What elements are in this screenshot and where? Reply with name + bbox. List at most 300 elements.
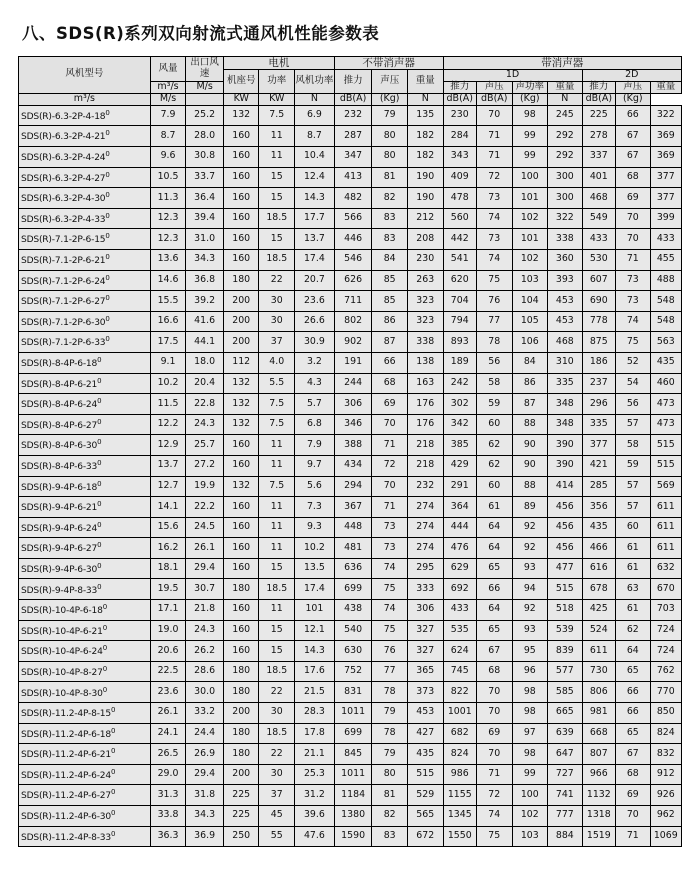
cell-w3: 377 [650,167,681,188]
table-body [19,105,682,846]
cell-thrust2: 230 [443,105,476,126]
cell-pw2: 100 [512,785,548,806]
cell-speed: 33.7 [186,167,224,188]
cell-flow: 9.6 [150,147,186,168]
cell-frame: 132 [223,476,259,497]
cell-sp1: 77 [372,661,408,682]
header-with-silencer-group: 带消声器 [443,57,681,70]
cell-thrust1: 306 [334,394,372,415]
cell-thrust3: 285 [582,476,615,497]
cell-pw2: 100 [512,167,548,188]
cell-sp3: 61 [616,538,651,559]
superscript-degree: 0 [97,500,102,509]
cell-sp1: 80 [372,147,408,168]
cell-power: 7.5 [259,105,295,126]
cell-thrust3: 678 [582,579,615,600]
cell-w1: 230 [407,249,443,270]
unit-power: KW [223,93,259,105]
cell-w1: 323 [407,311,443,332]
cell-flow: 33.8 [150,806,186,827]
cell-sp1: 70 [372,414,408,435]
cell-sp1: 87 [372,332,408,353]
cell-frame: 180 [223,579,259,600]
cell-thrust1: 699 [334,723,372,744]
superscript-degree: 0 [110,726,116,735]
cell-w1: 190 [407,188,443,209]
cell-model: $SDS(R)-10-4P-6-18^0$ [19,600,151,621]
cell-frame: 160 [223,455,259,476]
superscript-degree: 0 [105,129,110,138]
cell-sp1: 84 [372,249,408,270]
cell-w2: 777 [548,806,583,827]
cell-sp1: 74 [372,600,408,621]
cell-w1: 672 [407,826,443,847]
cell-w3: 724 [650,620,681,641]
cell-thrust2: 794 [443,311,476,332]
cell-flow: 17.1 [150,600,186,621]
cell-thrust2: 704 [443,291,476,312]
cell-sp3: 60 [616,517,651,538]
table-row [19,105,682,126]
superscript-degree: 0 [102,644,107,653]
cell-sp3: 57 [616,497,651,518]
table-header [19,57,682,106]
cell-w1: 218 [407,455,443,476]
cell-sp1: 75 [372,620,408,641]
cell-w3: 369 [650,147,681,168]
cell-w1: 453 [407,703,443,724]
superscript-degree: 0 [105,211,110,220]
cell-flow: 29.0 [150,764,186,785]
cell-flow: 15.6 [150,517,186,538]
table-row [19,661,682,682]
table-row [19,435,682,456]
cell-thrust1: 191 [334,352,372,373]
cell-pw2: 101 [512,188,548,209]
table-row [19,682,682,703]
cell-frame: 160 [223,208,259,229]
cell-model: $SDS(R)-7.1-2P-6-27^0$ [19,291,151,312]
cell-sp3: 74 [616,311,651,332]
cell-speed: 21.8 [186,600,224,621]
cell-thrust3: 530 [582,249,615,270]
cell-pw2: 98 [512,105,548,126]
cell-w3: 460 [650,373,681,394]
cell-thrust2: 284 [443,126,476,147]
cell-fanpower: 7.9 [295,435,335,456]
cell-sp3: 71 [616,826,651,847]
cell-model: $SDS(R)-7.1-2P-6-21^0$ [19,249,151,270]
cell-w1: 373 [407,682,443,703]
table-row [19,826,682,847]
cell-frame: 160 [223,147,259,168]
cell-thrust2: 624 [443,641,476,662]
cell-thrust1: 626 [334,270,372,291]
cell-thrust3: 807 [582,744,615,765]
cell-frame: 132 [223,414,259,435]
cell-thrust3: 1318 [582,806,615,827]
cell-w3: 515 [650,455,681,476]
cell-speed: 36.8 [186,270,224,291]
cell-thrust1: 752 [334,661,372,682]
cell-fanpower: 12.4 [295,167,335,188]
table-row [19,373,682,394]
cell-thrust2: 444 [443,517,476,538]
cell-w1: 232 [407,476,443,497]
cell-w2: 577 [548,661,583,682]
cell-model: $SDS(R)-9-4P-6-18^0$ [19,476,151,497]
cell-sp1: 66 [372,352,408,373]
cell-sp2: 74 [476,806,512,827]
cell-fanpower: 7.3 [295,497,335,518]
cell-frame: 160 [223,435,259,456]
unit-flow: m³/s [19,93,151,105]
cell-w1: 274 [407,538,443,559]
cell-thrust3: 377 [582,435,615,456]
cell-thrust1: 845 [334,744,372,765]
cell-model: $SDS(R)-6.3-2P-4-21^0$ [19,126,151,147]
cell-w2: 539 [548,620,583,641]
cell-thrust1: 413 [334,167,372,188]
cell-flow: 12.2 [150,414,186,435]
cell-sp3: 70 [616,229,651,250]
cell-thrust2: 364 [443,497,476,518]
cell-thrust1: 388 [334,435,372,456]
cell-sp3: 73 [616,291,651,312]
cell-thrust3: 468 [582,188,615,209]
cell-w2: 300 [548,188,583,209]
cell-sp2: 72 [476,785,512,806]
cell-w2: 310 [548,352,583,373]
cell-fanpower: 26.6 [295,311,335,332]
superscript-degree: 0 [110,829,116,838]
cell-w3: 455 [650,249,681,270]
cell-sp2: 64 [476,517,512,538]
cell-speed: 28.6 [186,661,224,682]
cell-w1: 135 [407,105,443,126]
cell-w2: 338 [548,229,583,250]
cell-power: 11 [259,126,295,147]
superscript-degree: 0 [105,150,110,159]
cell-w2: 390 [548,455,583,476]
cell-pw2: 106 [512,332,548,353]
cell-thrust2: 1001 [443,703,476,724]
cell-flow: 16.6 [150,311,186,332]
cell-frame: 160 [223,126,259,147]
cell-thrust3: 778 [582,311,615,332]
cell-speed: 28.0 [186,126,224,147]
header-weight-nosilencer: 重量 [407,70,443,94]
cell-flow: 10.5 [150,167,186,188]
superscript-degree: 0 [97,458,102,467]
cell-frame: 160 [223,497,259,518]
cell-pw2: 104 [512,291,548,312]
cell-thrust1: 540 [334,620,372,641]
cell-frame: 160 [223,538,259,559]
cell-sp1: 86 [372,311,408,332]
cell-flow: 10.2 [150,373,186,394]
cell-thrust3: 690 [582,291,615,312]
cell-pw2: 92 [512,538,548,559]
cell-pw2: 102 [512,208,548,229]
cell-sp2: 71 [476,147,512,168]
cell-w2: 456 [548,497,583,518]
cell-sp2: 58 [476,373,512,394]
cell-sp3: 71 [616,249,651,270]
superscript-degree: 0 [97,479,102,488]
cell-w1: 338 [407,332,443,353]
cell-model: $SDS(R)-8-4P-6-18^0$ [19,352,151,373]
cell-speed: 24.5 [186,517,224,538]
cell-power: 15 [259,558,295,579]
table-row [19,723,682,744]
cell-fanpower: 9.7 [295,455,335,476]
unit-sp-1d: dB(A) [443,93,476,105]
cell-power: 7.5 [259,414,295,435]
cell-model: $SDS(R)-8-4P-6-24^0$ [19,394,151,415]
header-flow-unit: m³/s [150,81,186,93]
cell-sp3: 67 [616,147,651,168]
unit-weight-1d: (Kg) [512,93,548,105]
cell-w3: 1069 [650,826,681,847]
cell-speed: 26.9 [186,744,224,765]
cell-w2: 292 [548,126,583,147]
cell-power: 45 [259,806,295,827]
cell-sp2: 72 [476,167,512,188]
header-row-1 [19,57,682,70]
cell-pw2: 101 [512,229,548,250]
cell-thrust2: 242 [443,373,476,394]
cell-w2: 456 [548,517,583,538]
cell-thrust3: 875 [582,332,615,353]
unit-sp-2d: dB(A) [582,93,615,105]
cell-fanpower: 23.6 [295,291,335,312]
cell-model: $SDS(R)-7.1-2P-6-33^0$ [19,332,151,353]
cell-sp3: 70 [616,806,651,827]
cell-speed: 26.1 [186,538,224,559]
cell-fanpower: 3.2 [295,352,335,373]
cell-thrust3: 549 [582,208,615,229]
cell-speed: 25.7 [186,435,224,456]
cell-thrust1: 347 [334,147,372,168]
cell-thrust2: 541 [443,249,476,270]
cell-model: $SDS(R)-8-4P-6-33^0$ [19,455,151,476]
header-flow: 风量 [150,57,186,82]
cell-w2: 456 [548,538,583,559]
cell-thrust3: 278 [582,126,615,147]
cell-w1: 295 [407,558,443,579]
cell-thrust1: 699 [334,579,372,600]
table-row [19,291,682,312]
superscript-degree: 0 [105,170,110,179]
cell-model: $SDS(R)-7.1-2P-6-24^0$ [19,270,151,291]
cell-flow: 11.5 [150,394,186,415]
cell-pw2: 95 [512,641,548,662]
cell-pw2: 102 [512,249,548,270]
cell-model: $SDS(R)-8-4P-6-30^0$ [19,435,151,456]
cell-w3: 515 [650,435,681,456]
superscript-degree: 0 [105,191,110,200]
cell-model: $SDS(R)-11.2-4P-6-24^0$ [19,764,151,785]
cell-model: $SDS(R)-11.2-4P-6-21^0$ [19,744,151,765]
cell-pw2: 84 [512,352,548,373]
cell-thrust2: 189 [443,352,476,373]
cell-w3: 724 [650,641,681,662]
cell-flow: 7.9 [150,105,186,126]
cell-sp3: 70 [616,208,651,229]
table-row [19,579,682,600]
cell-flow: 9.1 [150,352,186,373]
cell-fanpower: 21.1 [295,744,335,765]
cell-fanpower: 9.3 [295,517,335,538]
table-row [19,641,682,662]
cell-flow: 14.6 [150,270,186,291]
cell-w3: 377 [650,188,681,209]
cell-w2: 453 [548,291,583,312]
cell-w1: 333 [407,579,443,600]
cell-thrust2: 343 [443,147,476,168]
cell-thrust1: 1011 [334,703,372,724]
cell-sp1: 78 [372,682,408,703]
cell-thrust2: 986 [443,764,476,785]
cell-sp1: 73 [372,538,408,559]
cell-sp3: 52 [616,352,651,373]
cell-sp3: 68 [616,764,651,785]
table-row [19,414,682,435]
cell-sp2: 60 [476,476,512,497]
cell-thrust3: 337 [582,147,615,168]
cell-power: 4.0 [259,352,295,373]
cell-flow: 23.6 [150,682,186,703]
cell-sp3: 61 [616,558,651,579]
cell-w2: 884 [548,826,583,847]
cell-w1: 182 [407,126,443,147]
cell-power: 18.5 [259,208,295,229]
cell-thrust2: 824 [443,744,476,765]
cell-sp2: 68 [476,661,512,682]
cell-thrust3: 611 [582,641,615,662]
cell-frame: 160 [223,229,259,250]
cell-speed: 34.3 [186,249,224,270]
cell-speed: 27.2 [186,455,224,476]
cell-thrust1: 1184 [334,785,372,806]
cell-power: 15 [259,188,295,209]
cell-fanpower: 13.5 [295,558,335,579]
cell-power: 15 [259,620,295,641]
cell-flow: 20.6 [150,641,186,662]
cell-speed: 30.0 [186,682,224,703]
unit-speed: M/s [150,93,186,105]
cell-flow: 13.6 [150,249,186,270]
header-thrust-1d: 推力 [443,81,476,93]
superscript-degree: 0 [97,582,102,591]
cell-frame: 250 [223,826,259,847]
cell-thrust2: 822 [443,682,476,703]
superscript-degree: 0 [110,767,116,776]
header-sub-2d: 2D [582,70,681,82]
cell-model: $SDS(R)-6.3-2P-4-33^0$ [19,208,151,229]
cell-frame: 160 [223,558,259,579]
table-row [19,249,682,270]
cell-model: $SDS(R)-6.3-2P-4-27^0$ [19,167,151,188]
cell-thrust3: 668 [582,723,615,744]
cell-thrust3: 433 [582,229,615,250]
cell-pw2: 99 [512,147,548,168]
cell-sp2: 60 [476,414,512,435]
superscript-degree: 0 [102,685,107,694]
cell-frame: 200 [223,332,259,353]
cell-w3: 473 [650,414,681,435]
cell-sp1: 74 [372,558,408,579]
cell-speed: 22.8 [186,394,224,415]
unit-weight-2d: (Kg) [616,93,651,105]
cell-sp3: 69 [616,785,651,806]
cell-w2: 727 [548,764,583,785]
cell-thrust3: 401 [582,167,615,188]
cell-w3: 473 [650,394,681,415]
header-motor-group: 电机 [223,57,334,70]
cell-sp2: 70 [476,105,512,126]
cell-thrust2: 429 [443,455,476,476]
cell-frame: 180 [223,682,259,703]
cell-thrust1: 630 [334,641,372,662]
cell-frame: 180 [223,744,259,765]
superscript-degree: 0 [97,397,102,406]
table-row [19,764,682,785]
cell-fanpower: 20.7 [295,270,335,291]
cell-w2: 245 [548,105,583,126]
cell-thrust2: 560 [443,208,476,229]
cell-pw2: 93 [512,620,548,641]
cell-power: 11 [259,517,295,538]
cell-sp2: 59 [476,394,512,415]
cell-power: 18.5 [259,579,295,600]
table-row [19,744,682,765]
cell-sp2: 77 [476,311,512,332]
cell-fanpower: 25.3 [295,764,335,785]
cell-power: 11 [259,435,295,456]
cell-speed: 24.3 [186,414,224,435]
cell-w1: 190 [407,167,443,188]
cell-power: 18.5 [259,723,295,744]
cell-thrust1: 636 [334,558,372,579]
performance-parameter-table [18,56,682,847]
cell-thrust3: 966 [582,764,615,785]
cell-sp3: 69 [616,188,651,209]
cell-power: 11 [259,455,295,476]
table-row [19,806,682,827]
cell-w2: 348 [548,394,583,415]
table-row [19,538,682,559]
superscript-degree: 0 [97,541,102,550]
cell-pw2: 89 [512,497,548,518]
cell-model: $SDS(R)-8-4P-6-21^0$ [19,373,151,394]
cell-thrust3: 421 [582,455,615,476]
cell-thrust1: 482 [334,188,372,209]
cell-frame: 180 [223,723,259,744]
cell-flow: 12.3 [150,208,186,229]
cell-flow: 14.1 [150,497,186,518]
cell-w3: 703 [650,600,681,621]
cell-sp3: 62 [616,620,651,641]
cell-sp3: 58 [616,435,651,456]
cell-sp1: 82 [372,806,408,827]
cell-sp1: 73 [372,517,408,538]
cell-model: $SDS(R)-6.3-2P-4-30^0$ [19,188,151,209]
cell-pw2: 87 [512,394,548,415]
cell-sp1: 79 [372,703,408,724]
cell-w3: 850 [650,703,681,724]
